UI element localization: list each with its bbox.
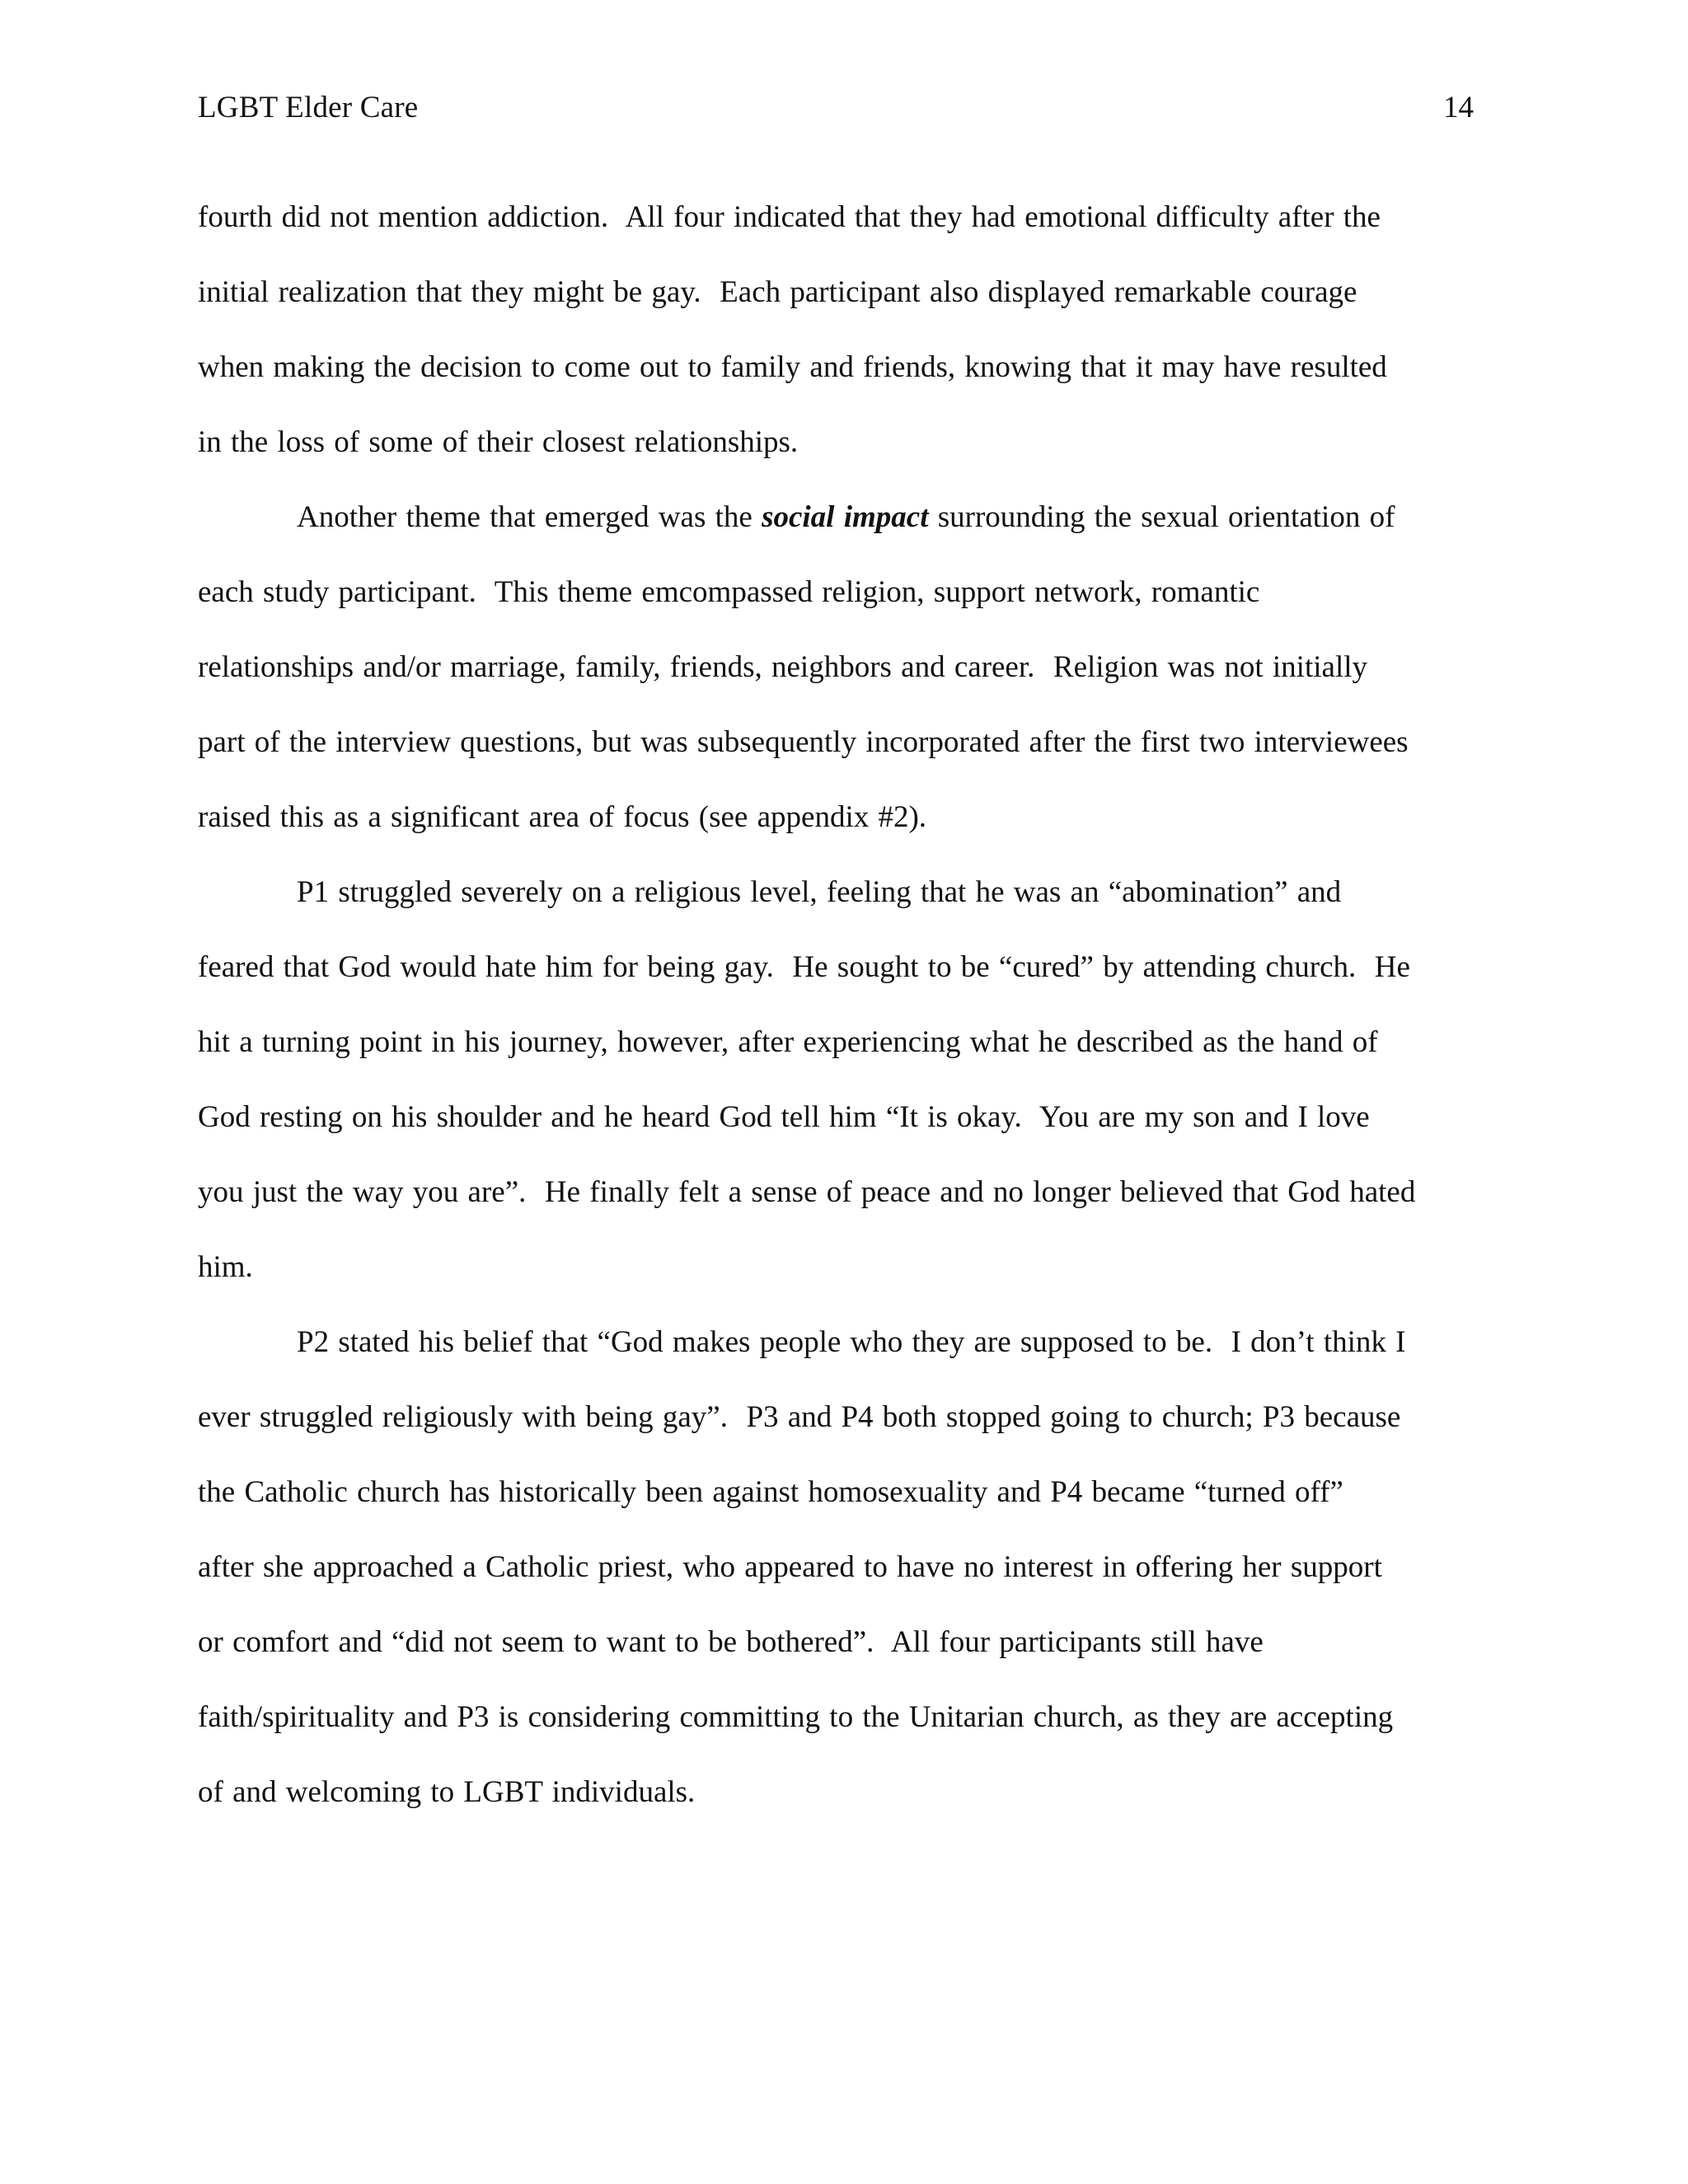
- emphasized-term: social impact: [762, 500, 929, 534]
- body-text-line: God resting on his shoulder and he heard God tell him “It is okay. You are my son and I love: [198, 1100, 1370, 1134]
- body-text-line: after she approached a Catholic priest, who appeared to have no interest in offering her support: [198, 1550, 1382, 1584]
- body-text-line: you just the way you are”. He finally felt a sense of peace and no longer believed that God hated: [198, 1175, 1416, 1209]
- body-text-line: [297, 502, 1582, 532]
- body-text-line: the Catholic church has historically been against homosexuality and P4 became “turned off”: [198, 1475, 1343, 1509]
- running-head: LGBT Elder Care: [198, 91, 419, 124]
- text-run: surrounding the sexual orientation of: [928, 500, 1395, 534]
- body-text-line: hit a turning point in his journey, however, after experiencing what he described as the hand of: [198, 1025, 1378, 1059]
- body-text-line: part of the interview questions, but was subsequently incorporated after the first two interviewees: [198, 725, 1409, 759]
- body-text-line: faith/spirituality and P3 is considering committing to the Unitarian church, as they are accepting: [198, 1700, 1394, 1734]
- body-text-line: relationships and/or marriage, family, friends, neighbors and career. Religion was not initially: [198, 650, 1367, 684]
- body-text-line: him.: [198, 1250, 253, 1284]
- body-text-line: in the loss of some of their closest relationships.: [198, 425, 799, 459]
- body-text-line: or comfort and “did not seem to want to be bothered”. All four participants still have: [198, 1625, 1264, 1659]
- body-text-line: when making the decision to come out to family and friends, knowing that it may have resulted: [198, 350, 1387, 384]
- body-text-line: fourth did not mention addiction. All four indicated that they had emotional difficulty after the: [198, 200, 1381, 234]
- body-text-line: of and welcoming to LGBT individuals.: [198, 1775, 696, 1809]
- body-text-line: ever struggled religiously with being gay”. P3 and P4 both stopped going to church; P3 because: [198, 1400, 1401, 1434]
- text-run: Another theme that emerged was the: [297, 500, 762, 534]
- body-text-line: feared that God would hate him for being gay. He sought to be “cured” by attending church. He: [198, 950, 1410, 984]
- body-text-line: P1 struggled severely on a religious level, feeling that he was an “abomination” and: [297, 875, 1342, 909]
- body-text-line: P2 stated his belief that “God makes people who they are supposed to be. I don’t think I: [297, 1325, 1406, 1359]
- body-text-line: initial realization that they might be gay. Each participant also displayed remarkable courage: [198, 275, 1357, 309]
- page-number: 14: [1443, 91, 1474, 124]
- body-text-line: each study participant. This theme emcompassed religion, support network, romantic: [198, 575, 1260, 609]
- body-text-line: raised this as a significant area of focus (see appendix #2).: [198, 800, 927, 834]
